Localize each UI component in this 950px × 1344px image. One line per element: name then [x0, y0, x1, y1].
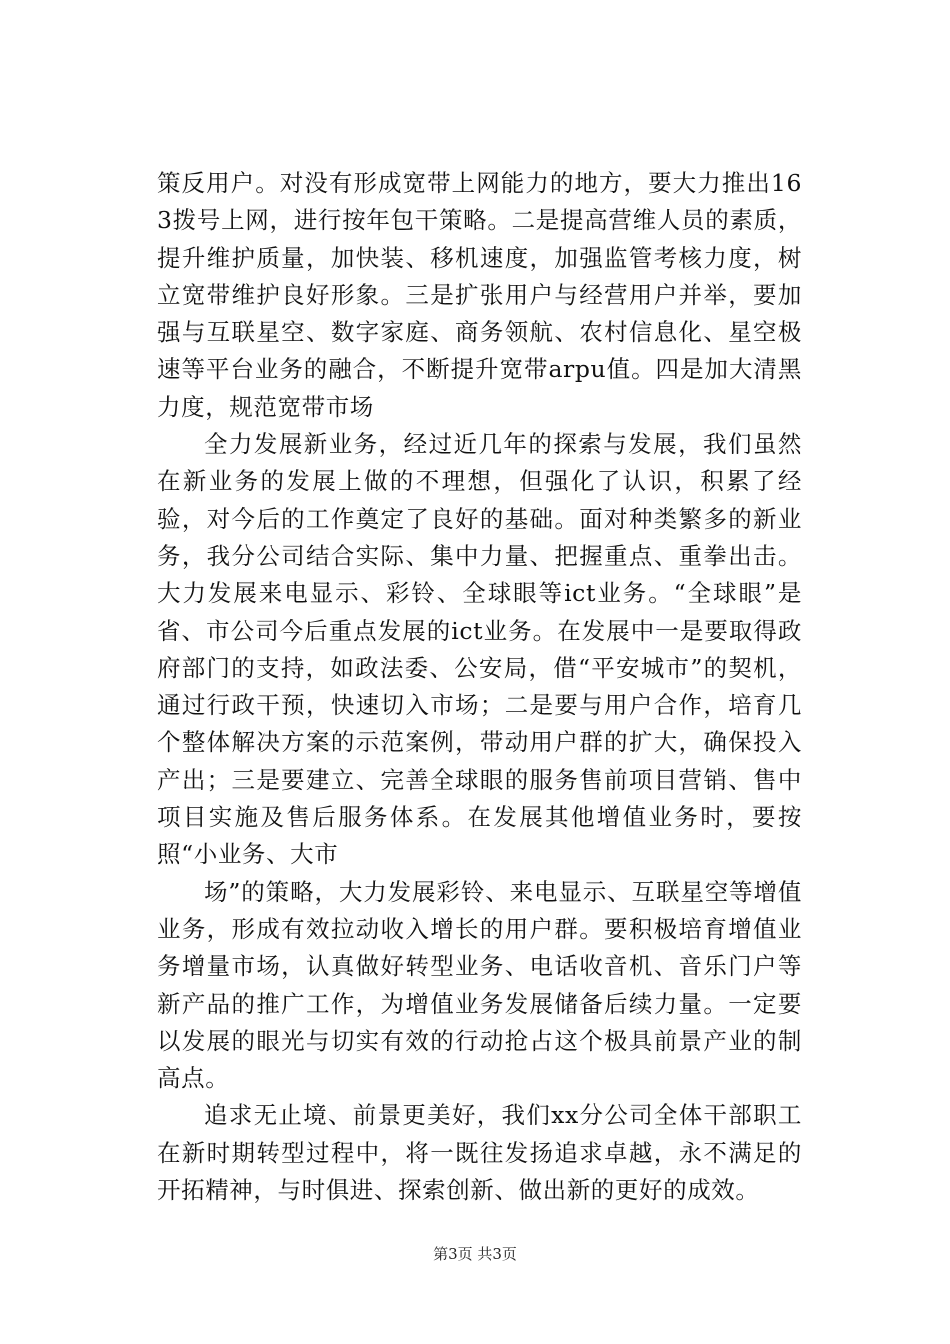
document-body: [157, 165, 802, 1209]
paragraph-broadband: 策反用户。对没有形成宽带上网能力的地方，要大力推出163拨号上网，进行按年包干策略。二是提高营维人员的素质，提升维护质量，加快装、移机速度，加强监管考核力度，树立宽带维护良好形象。三是扩张用户与经营用户并举，要加强与互联星空、数字家庭、商务领航、农村信息化、星空极速等平台业务的融合，不断提升宽带arpu值。四是加大清黑力度，规范宽带市场: [157, 169, 802, 421]
paragraph-value-added: 场”的策略，大力发展彩铃、来电显示、互联星空等增值业务，形成有效拉动收入增长的用户群。要积极培育增值业务增量市场，认真做好转型业务、电话收音机、音乐门户等新产品的推广工作，为增值业务发展储备后续力量。一定要以发展的眼光与切实有效的行动抢占这个极具前景产业的制高点。: [157, 877, 802, 1093]
paragraph-new-business: 全力发展新业务，经过近几年的探索与发展，我们虽然在新业务的发展上做的不理想，但强化了认识，积累了经验，对今后的工作奠定了良好的基础。面对种类繁多的新业务，我分公司结合实际、集中力量、把握重点、重拳出击。大力发展来电显示、彩铃、全球眼等ict业务。“全球眼”是省、市公司今后重点发展的ict业务。在发展中一是要取得政府部门的支持，如政法委、公安局，借“平安城市”的契机，通过行政干预，快速切入市场；二是要与用户合作，培育几个整体解决方案的示范案例，带动用户群的扩大，确保投入产出；三是要建立、完善全球眼的服务售前项目营销、售中项目实施及售后服务体系。在发展其他增值业务时，要按照“小业务、大市: [157, 430, 802, 869]
page-number-footer: 第3页 共3页: [433, 1245, 517, 1263]
paragraph-conclusion: 追求无止境、前景更美好，我们xx分公司全体干部职工在新时期转型过程中，将一既往发扬追求卓越，永不满足的开拓精神，与时俱进、探索创新、做出新的更好的成效。: [157, 1101, 802, 1205]
